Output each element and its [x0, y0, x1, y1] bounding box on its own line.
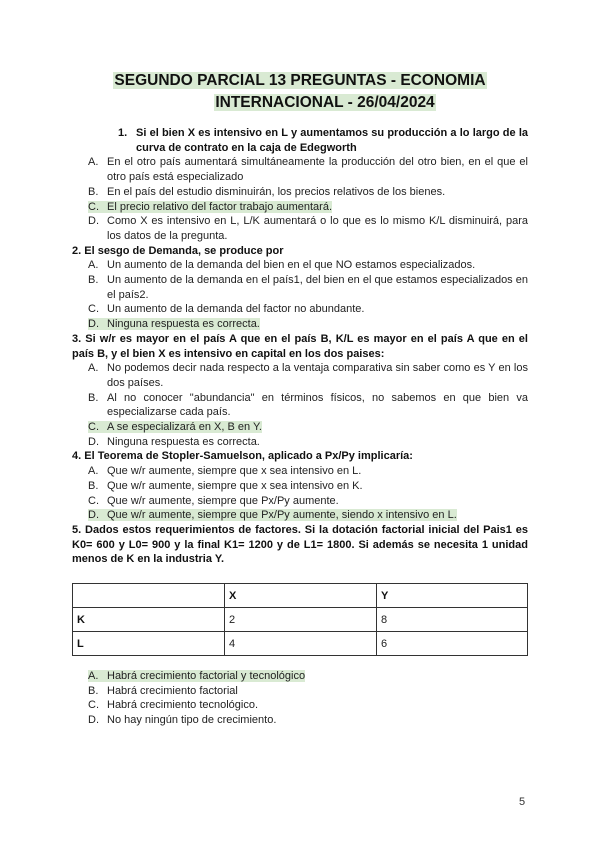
question-3	[72, 332, 528, 361]
table-cell: 2	[225, 608, 377, 632]
question-text: Si el bien X es intensivo en L y aumentamos su producción a lo largo de la curva de contrato en la caja de Edegworth	[136, 127, 528, 154]
option-text: Que w/r aumente, siempre que x sea intensivo en K.	[107, 479, 363, 492]
question-5-options	[72, 669, 528, 728]
table-header-cell: X	[225, 584, 377, 608]
option-3d	[72, 435, 528, 450]
option-letter: C.	[88, 200, 99, 213]
table-row	[73, 632, 528, 656]
option-4c	[72, 494, 528, 509]
option-text: A se especializará en X, B en Y.	[107, 421, 262, 434]
option-text: Un aumento de la demanda del factor no abundante.	[107, 303, 365, 316]
option-1d	[72, 214, 528, 243]
option-2d-correct	[72, 317, 528, 332]
option-3c-correct	[72, 420, 528, 435]
question-5	[72, 523, 528, 567]
option-letter: C.	[88, 494, 99, 507]
option-text: Un aumento de la demanda del bien en el que NO estamos especializados.	[107, 259, 476, 272]
option-letter: D.	[88, 714, 99, 727]
question-number: 5.	[72, 523, 82, 536]
option-text: Que w/r aumente, siempre que Px/Py aumente.	[107, 494, 339, 507]
option-letter: D.	[88, 509, 99, 522]
option-1a	[72, 155, 528, 184]
question-text: El sesgo de Demanda, se produce por	[84, 244, 284, 257]
option-letter: C.	[88, 699, 99, 712]
question-number: 2.	[72, 244, 82, 257]
option-letter: B.	[88, 479, 99, 492]
option-2b	[72, 273, 528, 302]
document-title	[0, 70, 600, 114]
option-text: Que w/r aumente, siempre que x sea intensivo en L.	[107, 465, 362, 478]
option-text: No podemos decir nada respecto a la ventaja comparativa sin saber como es Y en los dos países.	[107, 362, 528, 389]
table-header-row	[73, 584, 528, 608]
option-text: Habrá crecimiento factorial	[107, 684, 238, 697]
option-text: Ninguna respuesta es correcta.	[107, 435, 260, 448]
option-text: Habrá crecimiento tecnológico.	[107, 699, 259, 712]
title-line-1: SEGUNDO PARCIAL 13 PREGUNTAS - ECONOMIA	[114, 72, 486, 89]
option-5b	[72, 684, 528, 699]
option-4d-correct	[72, 508, 528, 523]
table-header-cell: Y	[377, 584, 528, 608]
question-2	[72, 244, 528, 259]
question-number: 3.	[72, 332, 82, 345]
option-text: En el otro país aumentará simultáneamente la producción del otro bien, en el que el otro país está especializado	[107, 156, 528, 184]
question-text: Dados estos requerimientos de factores. Si la dotación factorial inicial del Pais1 es K0= 600 y L0= 900 y la final K1= 1200 y de L1= 1800. Si además se necesita 1 unidad menos de K en la industria Y.	[72, 523, 528, 566]
option-letter: B.	[88, 391, 99, 404]
option-text: El precio relativo del factor trabajo aumentará.	[107, 200, 333, 213]
option-letter: C.	[88, 421, 99, 434]
option-text: Habrá crecimiento factorial y tecnológico	[107, 670, 306, 682]
option-letter: A.	[88, 259, 99, 272]
table-cell: 8	[377, 608, 528, 632]
option-4a	[72, 464, 528, 479]
table-cell: 4	[225, 632, 377, 656]
option-1b	[72, 185, 528, 200]
option-letter: B.	[88, 185, 99, 198]
option-4b	[72, 479, 528, 494]
option-letter: A.	[88, 362, 99, 375]
option-letter: D.	[88, 318, 99, 331]
questions	[72, 126, 528, 567]
option-text: Ninguna respuesta es correcta.	[107, 318, 260, 331]
option-text: Como X es intensivo en L, L/K aumentará o lo que es lo mismo K/L disminuirá, para los datos de la pregunta.	[107, 215, 528, 242]
option-1c-correct	[72, 200, 528, 215]
table-row	[73, 608, 528, 632]
option-letter: A.	[88, 670, 99, 682]
question-text: Si w/r es mayor en el país A que en el país B, K/L es mayor en el país A que en el país B, y el bien X es intensivo en capital en los dos paises:	[72, 332, 528, 360]
table-header-cell	[73, 584, 225, 608]
question-number: 4.	[72, 450, 82, 463]
option-text: Al no conocer "abundancia" en términos físicos, no sabemos en que bien va especializarse cada país.	[107, 391, 528, 419]
title-line-2: INTERNACIONAL - 26/04/2024	[215, 94, 435, 111]
option-letter: A.	[88, 465, 99, 478]
question-text: El Teorema de Stopler-Samuelson, aplicado a Px/Py implicaría:	[84, 450, 413, 463]
option-2a	[72, 258, 528, 273]
question-4	[72, 449, 528, 464]
table-cell: K	[73, 608, 225, 632]
option-text: Que w/r aumente, siempre que Px/Py aumente, siendo x intensivo en L.	[107, 509, 457, 522]
table-cell: L	[73, 632, 225, 656]
option-letter: B.	[88, 274, 99, 287]
option-3a	[72, 361, 528, 390]
option-letter: D.	[88, 435, 99, 448]
option-5c	[72, 698, 528, 713]
option-5a-correct	[72, 669, 528, 684]
option-letter: A.	[88, 156, 99, 169]
table-cell: 6	[377, 632, 528, 656]
option-text: No hay ningún tipo de crecimiento.	[107, 714, 277, 727]
option-text: En el país del estudio disminuirán, los precios relativos de los bienes.	[107, 185, 446, 198]
question-1	[72, 126, 528, 155]
question-number: 1.	[118, 127, 128, 139]
option-3b	[72, 391, 528, 420]
factor-requirements-table	[72, 583, 528, 656]
option-letter: D.	[88, 215, 99, 228]
option-letter: C.	[88, 303, 99, 316]
page-number: 5	[519, 796, 526, 808]
option-5d	[72, 713, 528, 728]
option-text: Un aumento de la demanda en el país1, del bien en el que estamos especializados en el país2.	[107, 274, 528, 301]
option-letter: B.	[88, 684, 99, 697]
option-2c	[72, 302, 528, 317]
